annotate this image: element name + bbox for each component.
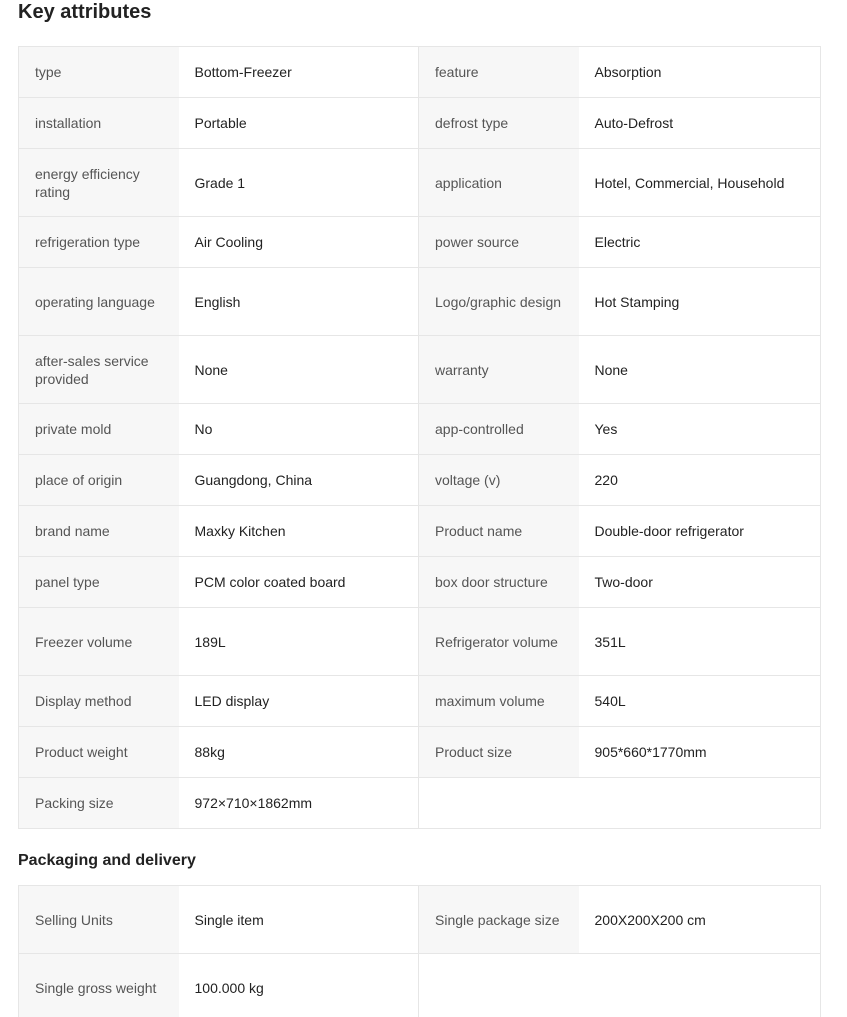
pack-row-gross-weight	[19, 954, 821, 1017]
attr-key: app-controlled	[419, 404, 579, 455]
attr-value: LED display	[179, 676, 419, 727]
attr-key: maximum volume	[419, 676, 579, 727]
attr-value: Yes	[579, 404, 821, 455]
attr-row-packing-size	[19, 778, 821, 829]
attr-key: box door structure	[419, 557, 579, 608]
attr-key: Single package size	[419, 886, 579, 954]
attr-value: 351L	[579, 608, 821, 676]
attr-row-brand-name	[19, 506, 821, 557]
attr-value: 88kg	[179, 727, 419, 778]
attr-key: power source	[419, 217, 579, 268]
attr-value: Double-door refrigerator	[579, 506, 821, 557]
attr-key: after-sales service provided	[19, 336, 179, 404]
attr-value: Grade 1	[179, 149, 419, 217]
attr-key: Freezer volume	[19, 608, 179, 676]
attr-value: Two-door	[579, 557, 821, 608]
attr-key: Display method	[19, 676, 179, 727]
attr-value: None	[579, 336, 821, 404]
attr-row-installation	[19, 98, 821, 149]
attr-key: installation	[19, 98, 179, 149]
attr-value: Maxky Kitchen	[179, 506, 419, 557]
attr-value: Guangdong, China	[179, 455, 419, 506]
attr-key: operating language	[19, 268, 179, 336]
attr-row-panel-type	[19, 557, 821, 608]
attr-value: 220	[579, 455, 821, 506]
attr-key: feature	[419, 47, 579, 98]
attr-value: 905*660*1770mm	[579, 727, 821, 778]
attr-row-place-of-origin	[19, 455, 821, 506]
attr-key: panel type	[19, 557, 179, 608]
attr-value: 189L	[179, 608, 419, 676]
attr-key: Product size	[419, 727, 579, 778]
attr-key: Single gross weight	[19, 954, 179, 1017]
attr-value: English	[179, 268, 419, 336]
attr-key: energy efficiency rating	[19, 149, 179, 217]
attr-key: private mold	[19, 404, 179, 455]
attr-key: Refrigerator volume	[419, 608, 579, 676]
attr-key: Packing size	[19, 778, 179, 829]
attr-value: 100.000 kg	[179, 954, 419, 1017]
key-attributes-table	[18, 46, 821, 829]
attr-value: Absorption	[579, 47, 821, 98]
empty-cell	[419, 778, 821, 829]
attr-row-type	[19, 47, 821, 98]
packaging-table	[18, 885, 821, 1017]
key-attributes-title: Key attributes	[18, 1, 152, 23]
attr-value: Bottom-Freezer	[179, 47, 419, 98]
attr-key: Product weight	[19, 727, 179, 778]
attr-value: Single item	[179, 886, 419, 954]
attr-key: Selling Units	[19, 886, 179, 954]
attr-key: brand name	[19, 506, 179, 557]
attr-value: 540L	[579, 676, 821, 727]
attr-value: Portable	[179, 98, 419, 149]
attr-value: None	[179, 336, 419, 404]
packaging-title: Packaging and delivery	[18, 852, 196, 869]
attr-row-operating-language	[19, 268, 821, 336]
attr-key: voltage (v)	[419, 455, 579, 506]
attr-value: 200X200X200 cm	[579, 886, 821, 954]
attr-key: application	[419, 149, 579, 217]
attr-row-energy-efficiency	[19, 149, 821, 217]
attr-value: 972×710×1862mm	[179, 778, 419, 829]
attr-value: Hot Stamping	[579, 268, 821, 336]
attr-value: Auto-Defrost	[579, 98, 821, 149]
pack-row-selling-units	[19, 886, 821, 954]
attr-key: refrigeration type	[19, 217, 179, 268]
attr-value: Air Cooling	[179, 217, 419, 268]
attr-key: warranty	[419, 336, 579, 404]
attr-key: Logo/graphic design	[419, 268, 579, 336]
attr-row-display-method	[19, 676, 821, 727]
attr-row-freezer-volume	[19, 608, 821, 676]
attr-row-product-weight	[19, 727, 821, 778]
attr-key: defrost type	[419, 98, 579, 149]
attr-row-after-sales	[19, 336, 821, 404]
attr-row-refrigeration-type	[19, 217, 821, 268]
attr-value: No	[179, 404, 419, 455]
attr-value: Electric	[579, 217, 821, 268]
attr-key: type	[19, 47, 179, 98]
attr-key: Product name	[419, 506, 579, 557]
attr-value: Hotel, Commercial, Household	[579, 149, 821, 217]
attr-key: place of origin	[19, 455, 179, 506]
attr-value: PCM color coated board	[179, 557, 419, 608]
empty-cell	[419, 954, 821, 1017]
attr-row-private-mold	[19, 404, 821, 455]
